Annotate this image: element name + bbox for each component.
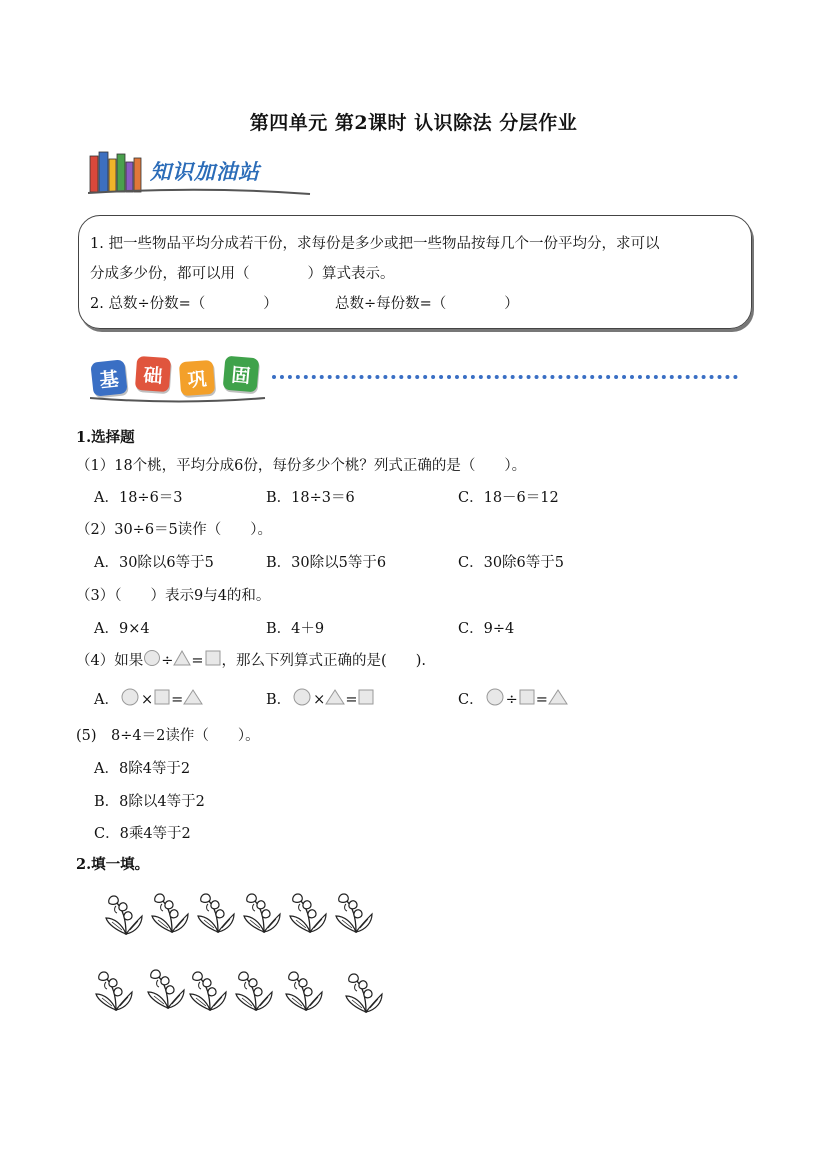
q4-prefix: （4）如果: [76, 653, 144, 669]
circle-icon: [143, 649, 161, 667]
q3-option-c: C．9÷4: [458, 621, 515, 637]
q4-div: ÷: [161, 653, 174, 669]
q3-option-b: B．4＋9: [266, 621, 325, 637]
q4-option-c: C． ÷ =: [458, 688, 568, 709]
knowledge-line-1: 1. 把一些物品平均分成若干份，求每份是多少或把一些物品按每几个一份平均分，求可以: [90, 236, 660, 252]
flower-row-1: [106, 894, 372, 934]
q1-stem: （1）18个桃，平均分成6份，每份多少个桃？列式正确的是（ ）。: [76, 458, 527, 474]
flower-row-2: [96, 970, 382, 1012]
section-1-heading: 1.选择题: [76, 429, 135, 446]
q4-stem: [76, 649, 426, 670]
q4-suffix: ，那么下列算式正确的是( ).: [221, 653, 426, 669]
knowledge-banner: [88, 150, 318, 198]
knowledge-banner-title: 知识加油站: [150, 160, 260, 184]
basics-banner: [90, 355, 750, 405]
q2-option-c: C．30除6等于5: [458, 555, 564, 571]
knowledge-line-3a: 2. 总数÷份数=（ ）: [90, 296, 278, 312]
q3-stem: （3）（ ）表示9与4的和。: [76, 588, 271, 604]
q4-eq: =: [191, 653, 204, 669]
square-icon: [357, 688, 375, 706]
circle-icon: [119, 688, 141, 706]
q5-option-b: B．8除以4等于2: [94, 794, 205, 810]
q2-option-b: B．30除以5等于6: [266, 555, 387, 571]
q1-option-c: C．18－6＝12: [458, 490, 559, 506]
q2-stem: （2）30÷6＝5读作（ ）。: [76, 522, 273, 538]
triangle-icon: [548, 688, 568, 706]
basics-tile-2: 础: [135, 356, 171, 392]
q2-option-a: A．30除以6等于5: [94, 555, 214, 571]
square-icon: [153, 688, 171, 706]
flower-illustration: [90, 880, 410, 1030]
q1-option-b: B．18÷3＝6: [266, 490, 355, 506]
knowledge-line-2: 分成多少份，都可以用（ ）算式表示。: [90, 266, 395, 282]
basics-tile-4: 固: [223, 356, 260, 393]
q5-option-c: C．8乘4等于2: [94, 826, 191, 842]
basics-tile-1: 基: [90, 359, 127, 396]
square-icon: [518, 688, 536, 706]
q5-option-a: A．8除4等于2: [94, 761, 191, 777]
q3-option-a: A．9×4: [94, 621, 150, 637]
q4-option-b: B． × =: [266, 688, 375, 709]
triangle-icon: [325, 688, 345, 706]
circle-icon: [484, 688, 506, 706]
page-title: 第四单元 第2课时 认识除法 分层作业: [249, 112, 578, 134]
q1-option-a: A．18÷6＝3: [94, 490, 183, 506]
triangle-icon: [173, 649, 191, 667]
triangle-icon: [183, 688, 203, 706]
banner-swoosh: [88, 188, 318, 198]
circle-icon: [291, 688, 313, 706]
q4-option-a: A． × =: [94, 688, 203, 709]
square-icon: [204, 649, 222, 667]
q5-stem: (5) 8÷4＝2读作（ ）。: [76, 728, 260, 744]
basics-swoosh: [90, 395, 270, 405]
section-2-heading: 2.填一填。: [76, 856, 150, 873]
basics-tile-3: 巩: [179, 360, 215, 396]
knowledge-line-3b: 总数÷每份数=（ ）: [335, 296, 519, 312]
basics-dotted-line: [272, 375, 738, 379]
